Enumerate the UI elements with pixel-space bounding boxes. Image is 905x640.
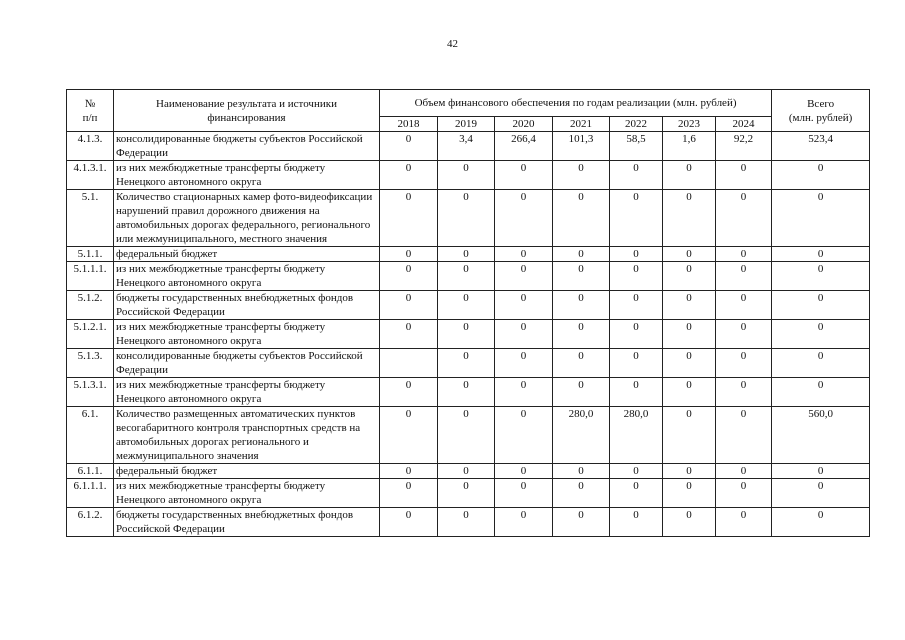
year-value-cell: 0 xyxy=(610,190,663,247)
name-header-line1: Наименование результата и источники xyxy=(156,97,337,110)
year-value-cell: 0 xyxy=(663,508,716,537)
year-value-cell: 0 xyxy=(380,479,438,508)
year-value-cell: 0 xyxy=(438,464,495,479)
table-row xyxy=(67,464,870,479)
year-value-cell: 0 xyxy=(380,247,438,262)
year-value-cell: 0 xyxy=(553,320,610,349)
year-value-cell: 101,3 xyxy=(553,132,610,161)
year-value-cell: 0 xyxy=(438,262,495,291)
row-name: из них межбюджетные трансферты бюджету Ненецкого автономного округа xyxy=(114,161,380,190)
year-value-cell: 0 xyxy=(380,320,438,349)
year-value-cell: 0 xyxy=(610,161,663,190)
row-name: федеральный бюджет xyxy=(114,464,380,479)
year-value-cell: 0 xyxy=(553,190,610,247)
year-value-cell: 280,0 xyxy=(610,407,663,464)
year-value-cell: 0 xyxy=(495,161,553,190)
table-row xyxy=(67,247,870,262)
year-value-cell: 0 xyxy=(495,508,553,537)
row-name: из них межбюджетные трансферты бюджету Ненецкого автономного округа xyxy=(114,320,380,349)
row-total: 0 xyxy=(772,262,870,291)
row-name: консолидированные бюджеты субъектов Российской Федерации xyxy=(114,132,380,161)
year-value-cell: 0 xyxy=(610,320,663,349)
year-value-cell: 0 xyxy=(380,132,438,161)
year-value-cell: 0 xyxy=(553,291,610,320)
row-number: 5.1.1. xyxy=(67,247,114,262)
year-value-cell: 0 xyxy=(438,247,495,262)
year-value-cell: 0 xyxy=(495,479,553,508)
year-value-cell: 0 xyxy=(495,407,553,464)
year-value-cell: 1,6 xyxy=(663,132,716,161)
row-number: 5.1.2.1. xyxy=(67,320,114,349)
row-number: 6.1.1.1. xyxy=(67,479,114,508)
year-value-cell: 0 xyxy=(716,247,772,262)
year-value-cell: 0 xyxy=(553,508,610,537)
total-header-line2: (млн. рублей) xyxy=(788,111,853,124)
year-value-cell: 0 xyxy=(716,378,772,407)
year-value-cell: 0 xyxy=(438,349,495,378)
table-row xyxy=(67,190,870,247)
table-row xyxy=(67,262,870,291)
table-row xyxy=(67,378,870,407)
year-value-cell: 0 xyxy=(438,378,495,407)
year-value-cell: 0 xyxy=(380,291,438,320)
table-row xyxy=(67,161,870,190)
year-value-cell: 0 xyxy=(610,291,663,320)
year-value-cell: 0 xyxy=(553,479,610,508)
year-value-cell: 58,5 xyxy=(610,132,663,161)
year-value-cell: 0 xyxy=(495,190,553,247)
year-value-cell: 0 xyxy=(716,262,772,291)
row-number: 6.1. xyxy=(67,407,114,464)
table-row xyxy=(67,291,870,320)
year-value-cell: 0 xyxy=(495,320,553,349)
year-value-cell: 0 xyxy=(663,464,716,479)
year-value-cell: 0 xyxy=(495,247,553,262)
table-header xyxy=(67,90,870,132)
row-number: 6.1.1. xyxy=(67,464,114,479)
year-value-cell: 0 xyxy=(663,479,716,508)
year-value-cell: 0 xyxy=(716,407,772,464)
year-value-cell: 0 xyxy=(610,479,663,508)
year-header: 2020 xyxy=(495,117,553,132)
financing-table xyxy=(66,89,870,537)
total-column-header xyxy=(772,90,870,132)
row-name: бюджеты государственных внебюджетных фондов Российской Федерации xyxy=(114,291,380,320)
row-total: 0 xyxy=(772,320,870,349)
row-total: 560,0 xyxy=(772,407,870,464)
table-row xyxy=(67,320,870,349)
year-value-cell: 0 xyxy=(553,262,610,291)
row-name: из них межбюджетные трансферты бюджету Ненецкого автономного округа xyxy=(114,378,380,407)
year-value-cell: 0 xyxy=(663,161,716,190)
row-total: 0 xyxy=(772,508,870,537)
year-value-cell: 3,4 xyxy=(438,132,495,161)
year-value-cell: 0 xyxy=(553,378,610,407)
row-number: 4.1.3. xyxy=(67,132,114,161)
year-value-cell: 0 xyxy=(716,479,772,508)
row-total: 0 xyxy=(772,161,870,190)
row-total: 0 xyxy=(772,190,870,247)
year-value-cell: 0 xyxy=(610,508,663,537)
year-value-cell: 0 xyxy=(610,247,663,262)
year-header: 2018 xyxy=(380,117,438,132)
table-row xyxy=(67,349,870,378)
row-name: из них межбюджетные трансферты бюджету Ненецкого автономного округа xyxy=(114,262,380,291)
total-header-line1: Всего xyxy=(807,97,835,110)
row-name: федеральный бюджет xyxy=(114,247,380,262)
year-value-cell: 0 xyxy=(553,349,610,378)
table-row xyxy=(67,132,870,161)
year-value-cell: 0 xyxy=(716,190,772,247)
row-name: Количество стационарных камер фото-видеофиксации нарушений правил дорожного движения на автомобильных дорогах федерального, регионального или межмуниципального, местного значения xyxy=(114,190,380,247)
year-value-cell: 0 xyxy=(438,190,495,247)
table-row xyxy=(67,407,870,464)
row-number: 5.1.3. xyxy=(67,349,114,378)
row-number: 5.1.2. xyxy=(67,291,114,320)
number-header-line2: п/п xyxy=(82,111,98,124)
year-value-cell: 0 xyxy=(663,349,716,378)
year-value-cell: 0 xyxy=(610,349,663,378)
year-value-cell: 0 xyxy=(380,464,438,479)
year-value-cell: 0 xyxy=(716,349,772,378)
volume-column-header: Объем финансового обеспечения по годам реализации (млн. рублей) xyxy=(380,90,772,117)
row-number: 5.1.1.1. xyxy=(67,262,114,291)
table-row xyxy=(67,479,870,508)
year-value-cell: 0 xyxy=(438,291,495,320)
year-value-cell: 0 xyxy=(495,349,553,378)
row-number: 6.1.2. xyxy=(67,508,114,537)
name-header-line2: финансирования xyxy=(207,111,286,124)
row-total: 0 xyxy=(772,464,870,479)
year-value-cell: 0 xyxy=(663,320,716,349)
row-total: 0 xyxy=(772,291,870,320)
year-value-cell: 0 xyxy=(663,291,716,320)
row-total: 0 xyxy=(772,247,870,262)
year-value-cell: 0 xyxy=(495,464,553,479)
year-value-cell: 0 xyxy=(380,378,438,407)
table-row xyxy=(67,508,870,537)
row-total: 0 xyxy=(772,479,870,508)
year-header: 2024 xyxy=(716,117,772,132)
year-value-cell xyxy=(380,349,438,378)
year-value-cell: 0 xyxy=(495,378,553,407)
year-value-cell: 92,2 xyxy=(716,132,772,161)
year-value-cell: 0 xyxy=(663,262,716,291)
year-value-cell: 0 xyxy=(663,407,716,464)
year-value-cell: 0 xyxy=(495,262,553,291)
year-value-cell: 0 xyxy=(380,161,438,190)
year-value-cell: 0 xyxy=(380,262,438,291)
row-number: 4.1.3.1. xyxy=(67,161,114,190)
number-column-header xyxy=(67,90,114,132)
row-total: 0 xyxy=(772,349,870,378)
year-value-cell: 0 xyxy=(380,190,438,247)
year-value-cell: 0 xyxy=(553,247,610,262)
number-header-line1: № xyxy=(84,97,96,110)
year-value-cell: 0 xyxy=(663,247,716,262)
year-header: 2019 xyxy=(438,117,495,132)
year-value-cell: 0 xyxy=(438,161,495,190)
year-value-cell: 0 xyxy=(610,262,663,291)
year-value-cell: 0 xyxy=(438,407,495,464)
year-value-cell: 0 xyxy=(716,161,772,190)
year-value-cell: 0 xyxy=(716,508,772,537)
year-header: 2022 xyxy=(610,117,663,132)
row-name: Количество размещенных автоматических пунктов весогабаритного контроля транспортных средств на автомобильных дорогах регионального и межмуниципального значения xyxy=(114,407,380,464)
year-value-cell: 266,4 xyxy=(495,132,553,161)
row-number: 5.1. xyxy=(67,190,114,247)
year-value-cell: 0 xyxy=(380,508,438,537)
year-value-cell: 0 xyxy=(716,291,772,320)
year-value-cell: 0 xyxy=(438,508,495,537)
row-total: 523,4 xyxy=(772,132,870,161)
row-name: из них межбюджетные трансферты бюджету Ненецкого автономного округа xyxy=(114,479,380,508)
row-total: 0 xyxy=(772,378,870,407)
year-value-cell: 280,0 xyxy=(553,407,610,464)
year-value-cell: 0 xyxy=(495,291,553,320)
page-number: 42 xyxy=(447,38,458,50)
row-name: консолидированные бюджеты субъектов Российской Федерации xyxy=(114,349,380,378)
year-value-cell: 0 xyxy=(553,161,610,190)
year-value-cell: 0 xyxy=(438,320,495,349)
year-value-cell: 0 xyxy=(610,378,663,407)
row-number: 5.1.3.1. xyxy=(67,378,114,407)
year-value-cell: 0 xyxy=(716,464,772,479)
table-body xyxy=(67,132,870,537)
year-value-cell: 0 xyxy=(553,464,610,479)
year-header: 2021 xyxy=(553,117,610,132)
row-name: бюджеты государственных внебюджетных фондов Российской Федерации xyxy=(114,508,380,537)
year-value-cell: 0 xyxy=(610,464,663,479)
name-column-header xyxy=(114,90,380,132)
year-value-cell: 0 xyxy=(380,407,438,464)
year-value-cell: 0 xyxy=(663,378,716,407)
year-value-cell: 0 xyxy=(663,190,716,247)
year-value-cell: 0 xyxy=(716,320,772,349)
year-header: 2023 xyxy=(663,117,716,132)
year-value-cell: 0 xyxy=(438,479,495,508)
